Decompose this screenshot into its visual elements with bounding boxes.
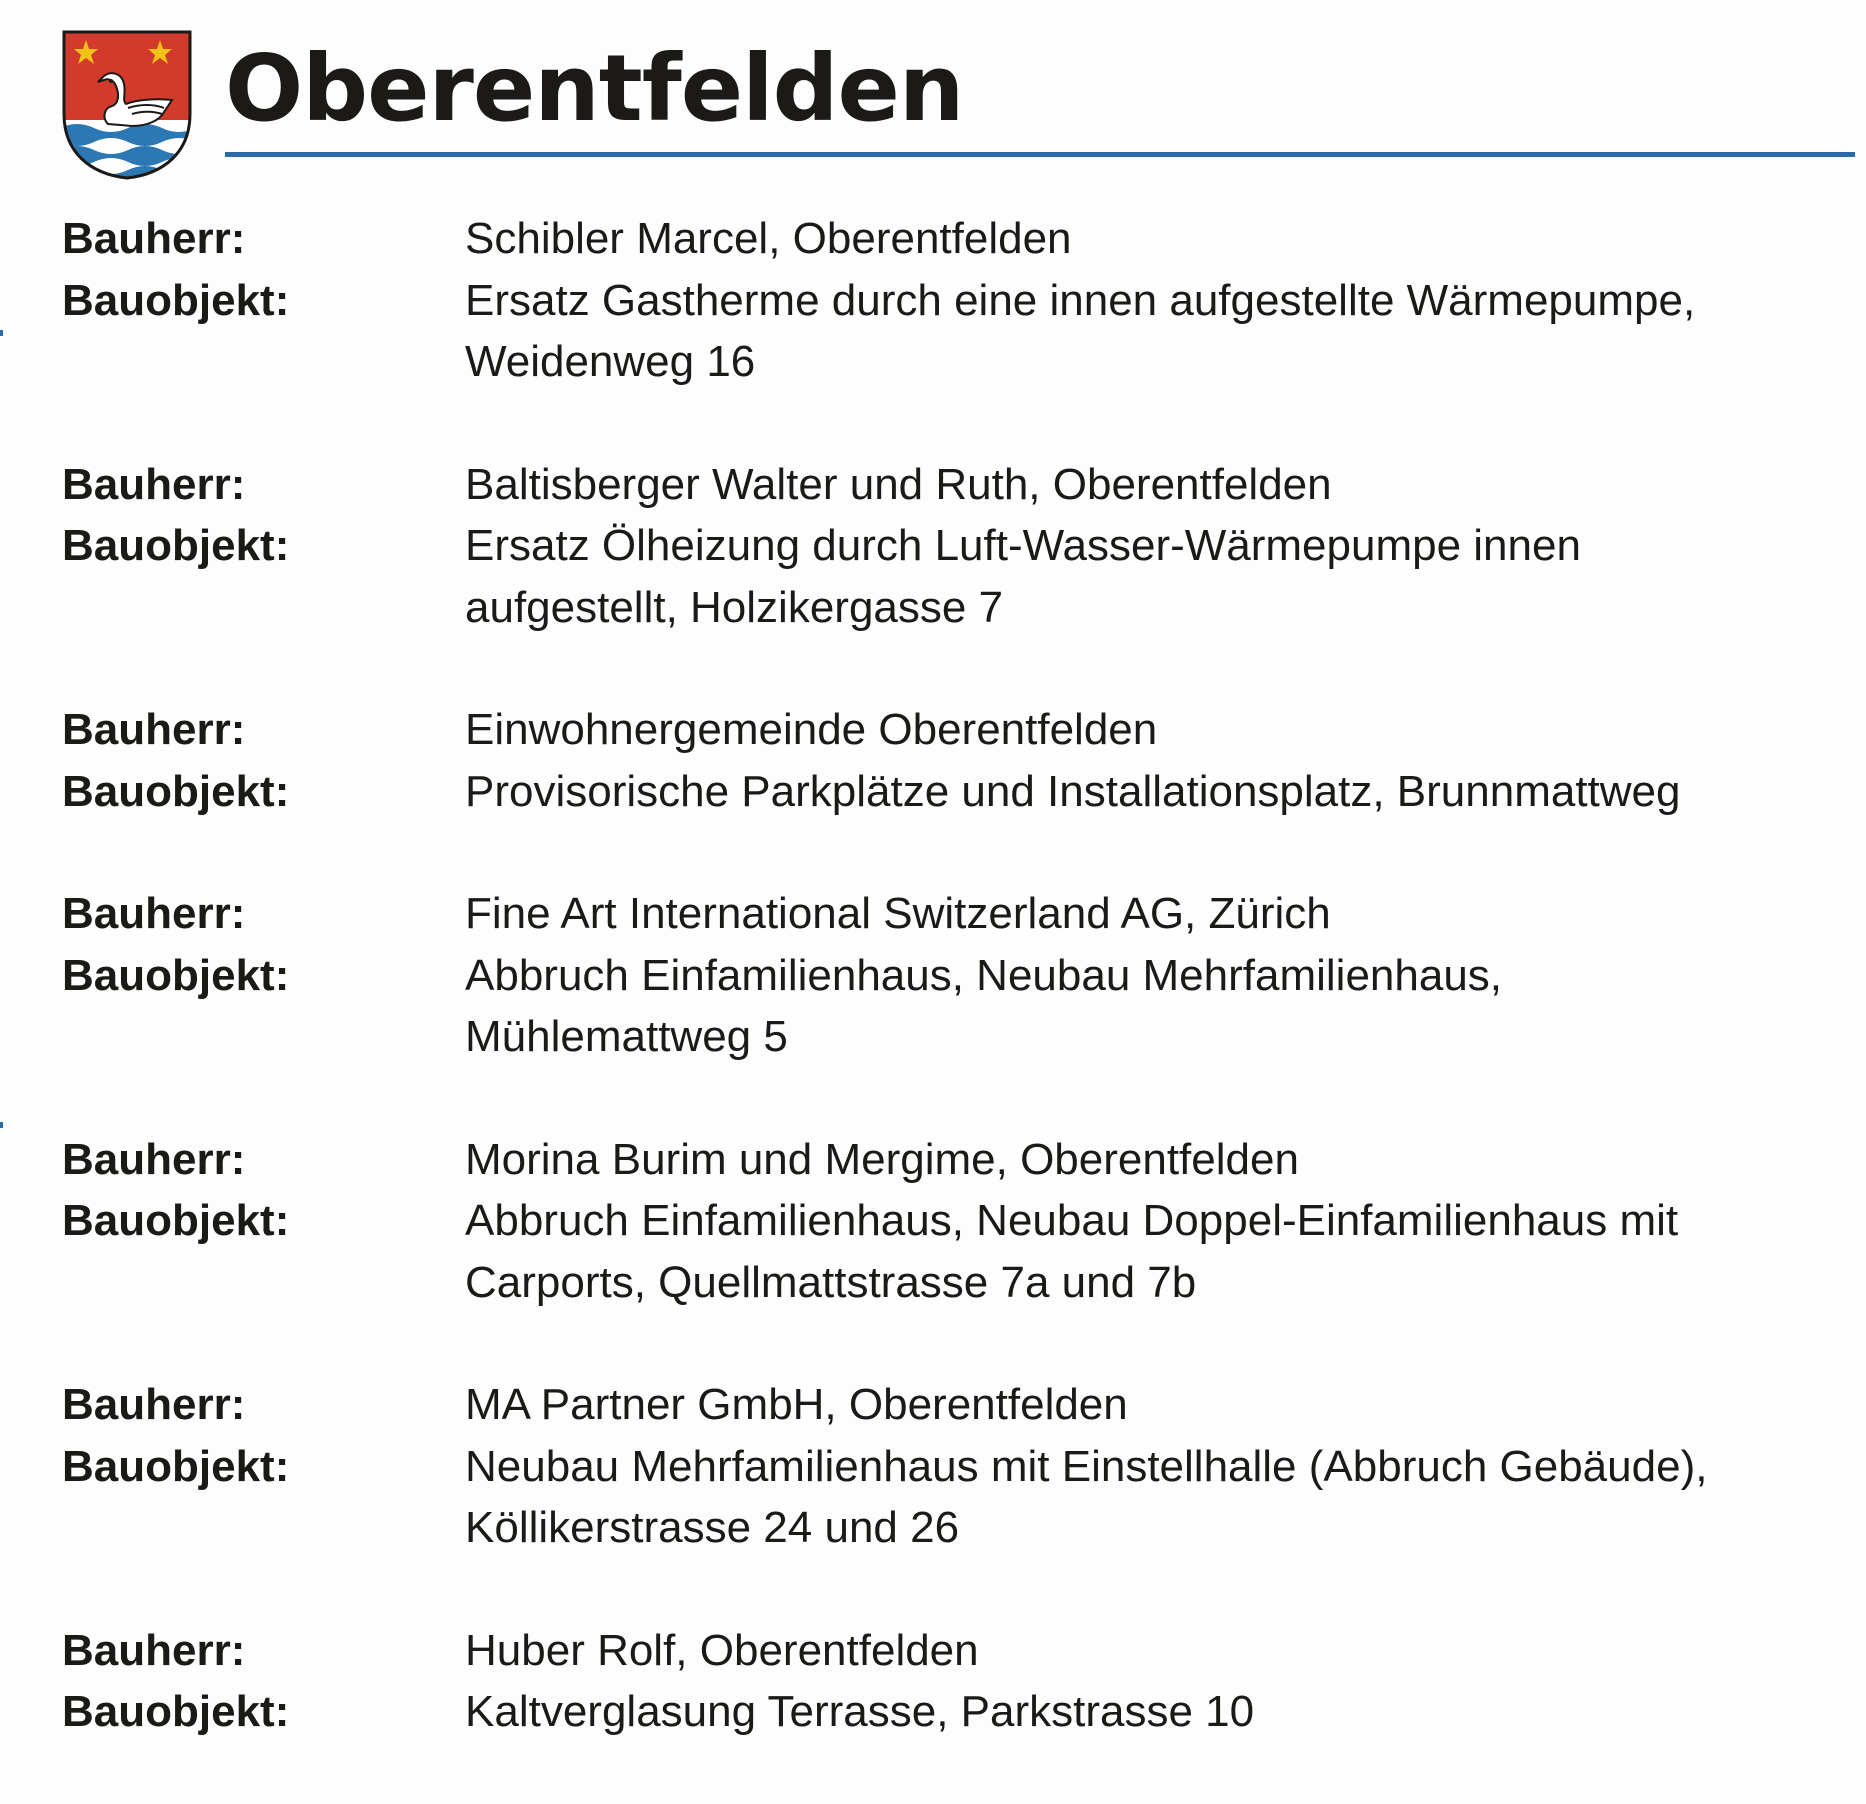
bauobjekt-label: Bauobjekt: — [62, 766, 290, 816]
bauherr-label: Bauherr: — [62, 889, 246, 938]
bauherr-value: Morina Burim und Mergime, Oberentfelden — [465, 1134, 1299, 1184]
bauobjekt-label: Bauobjekt: — [62, 1196, 290, 1245]
bauobjekt-value: Abbruch Einfamilienhaus, Neubau Mehrfamilienhaus, Mühlemattweg 5 — [465, 950, 1503, 1061]
bauherr-value: Einwohnergemeinde Oberentfelden — [465, 705, 1158, 754]
bauherr-value: Baltisberger Walter und Ruth, Oberentfelden — [465, 459, 1332, 509]
bauobjekt-label: Bauobjekt: — [62, 1687, 290, 1736]
bauherr-value: Schibler Marcel, Oberentfelden — [465, 214, 1072, 263]
building-permit-list — [62, 208, 1842, 1804]
bauobjekt-value: Ersatz Ölheizung durch Luft-Wasser-Wärmepumpe innen aufgestellt, Holzikergasse 7 — [465, 521, 1581, 632]
bauherr-value: MA Partner GmbH, Oberentfelden — [465, 1380, 1128, 1429]
margin-mark — [0, 1122, 3, 1128]
bauobjekt-row — [62, 1436, 1842, 1559]
bauobjekt-label: Bauobjekt: — [62, 521, 290, 570]
bauobjekt-label: Bauobjekt: — [62, 950, 290, 1000]
bauherr-value: Huber Rolf, Oberentfelden — [465, 1625, 979, 1675]
bauherr-label: Bauherr: — [62, 1134, 246, 1184]
list-item — [62, 1129, 1842, 1314]
bauherr-label: Bauherr: — [62, 705, 246, 754]
page-title: Oberentfelden — [225, 35, 964, 142]
page-header — [60, 28, 1855, 188]
bauobjekt-value: Ersatz Gastherme durch eine innen aufgestellte Wärmepumpe, Weidenweg 16 — [465, 275, 1696, 386]
bauherr-value: Fine Art International Switzerland AG, Zürich — [465, 889, 1331, 938]
bauherr-row — [62, 454, 1842, 516]
bauobjekt-label: Bauobjekt: — [62, 1441, 290, 1491]
bauobjekt-row — [62, 945, 1842, 1068]
margin-mark — [0, 330, 3, 336]
bauherr-row — [62, 1129, 1842, 1191]
bauherr-row — [62, 699, 1842, 761]
bauobjekt-value: Abbruch Einfamilienhaus, Neubau Doppel-Einfamilienhaus mit Carports, Quellmattstrasse 7a und 7b — [465, 1196, 1679, 1307]
bauobjekt-row — [62, 1681, 1842, 1743]
bauobjekt-value: Kaltverglasung Terrasse, Parkstrasse 10 — [465, 1687, 1255, 1736]
bauherr-row — [62, 883, 1842, 945]
bauherr-row — [62, 1374, 1842, 1436]
bauobjekt-row — [62, 515, 1842, 638]
list-item — [62, 1620, 1842, 1743]
bauherr-label: Bauherr: — [62, 214, 246, 263]
oberentfelden-coat-of-arms-icon — [60, 28, 194, 180]
list-item — [62, 454, 1842, 639]
list-item — [62, 1374, 1842, 1559]
bauobjekt-label: Bauobjekt: — [62, 275, 290, 325]
bauherr-label: Bauherr: — [62, 1625, 246, 1675]
bauobjekt-value: Neubau Mehrfamilienhaus mit Einstellhalle (Abbruch Gebäude), Köllikerstrasse 24 und 26 — [465, 1441, 1708, 1552]
bauherr-row — [62, 208, 1842, 270]
bauobjekt-row — [62, 1190, 1842, 1313]
list-item — [62, 883, 1842, 1068]
list-item — [62, 699, 1842, 822]
bauobjekt-row — [62, 270, 1842, 393]
bauobjekt-row — [62, 761, 1842, 823]
bauobjekt-value: Provisorische Parkplätze und Installationsplatz, Brunnmattweg — [465, 766, 1681, 816]
bauherr-row — [62, 1620, 1842, 1682]
bauherr-label: Bauherr: — [62, 459, 246, 509]
title-divider — [225, 152, 1855, 157]
bauherr-label: Bauherr: — [62, 1380, 246, 1429]
list-item — [62, 208, 1842, 393]
